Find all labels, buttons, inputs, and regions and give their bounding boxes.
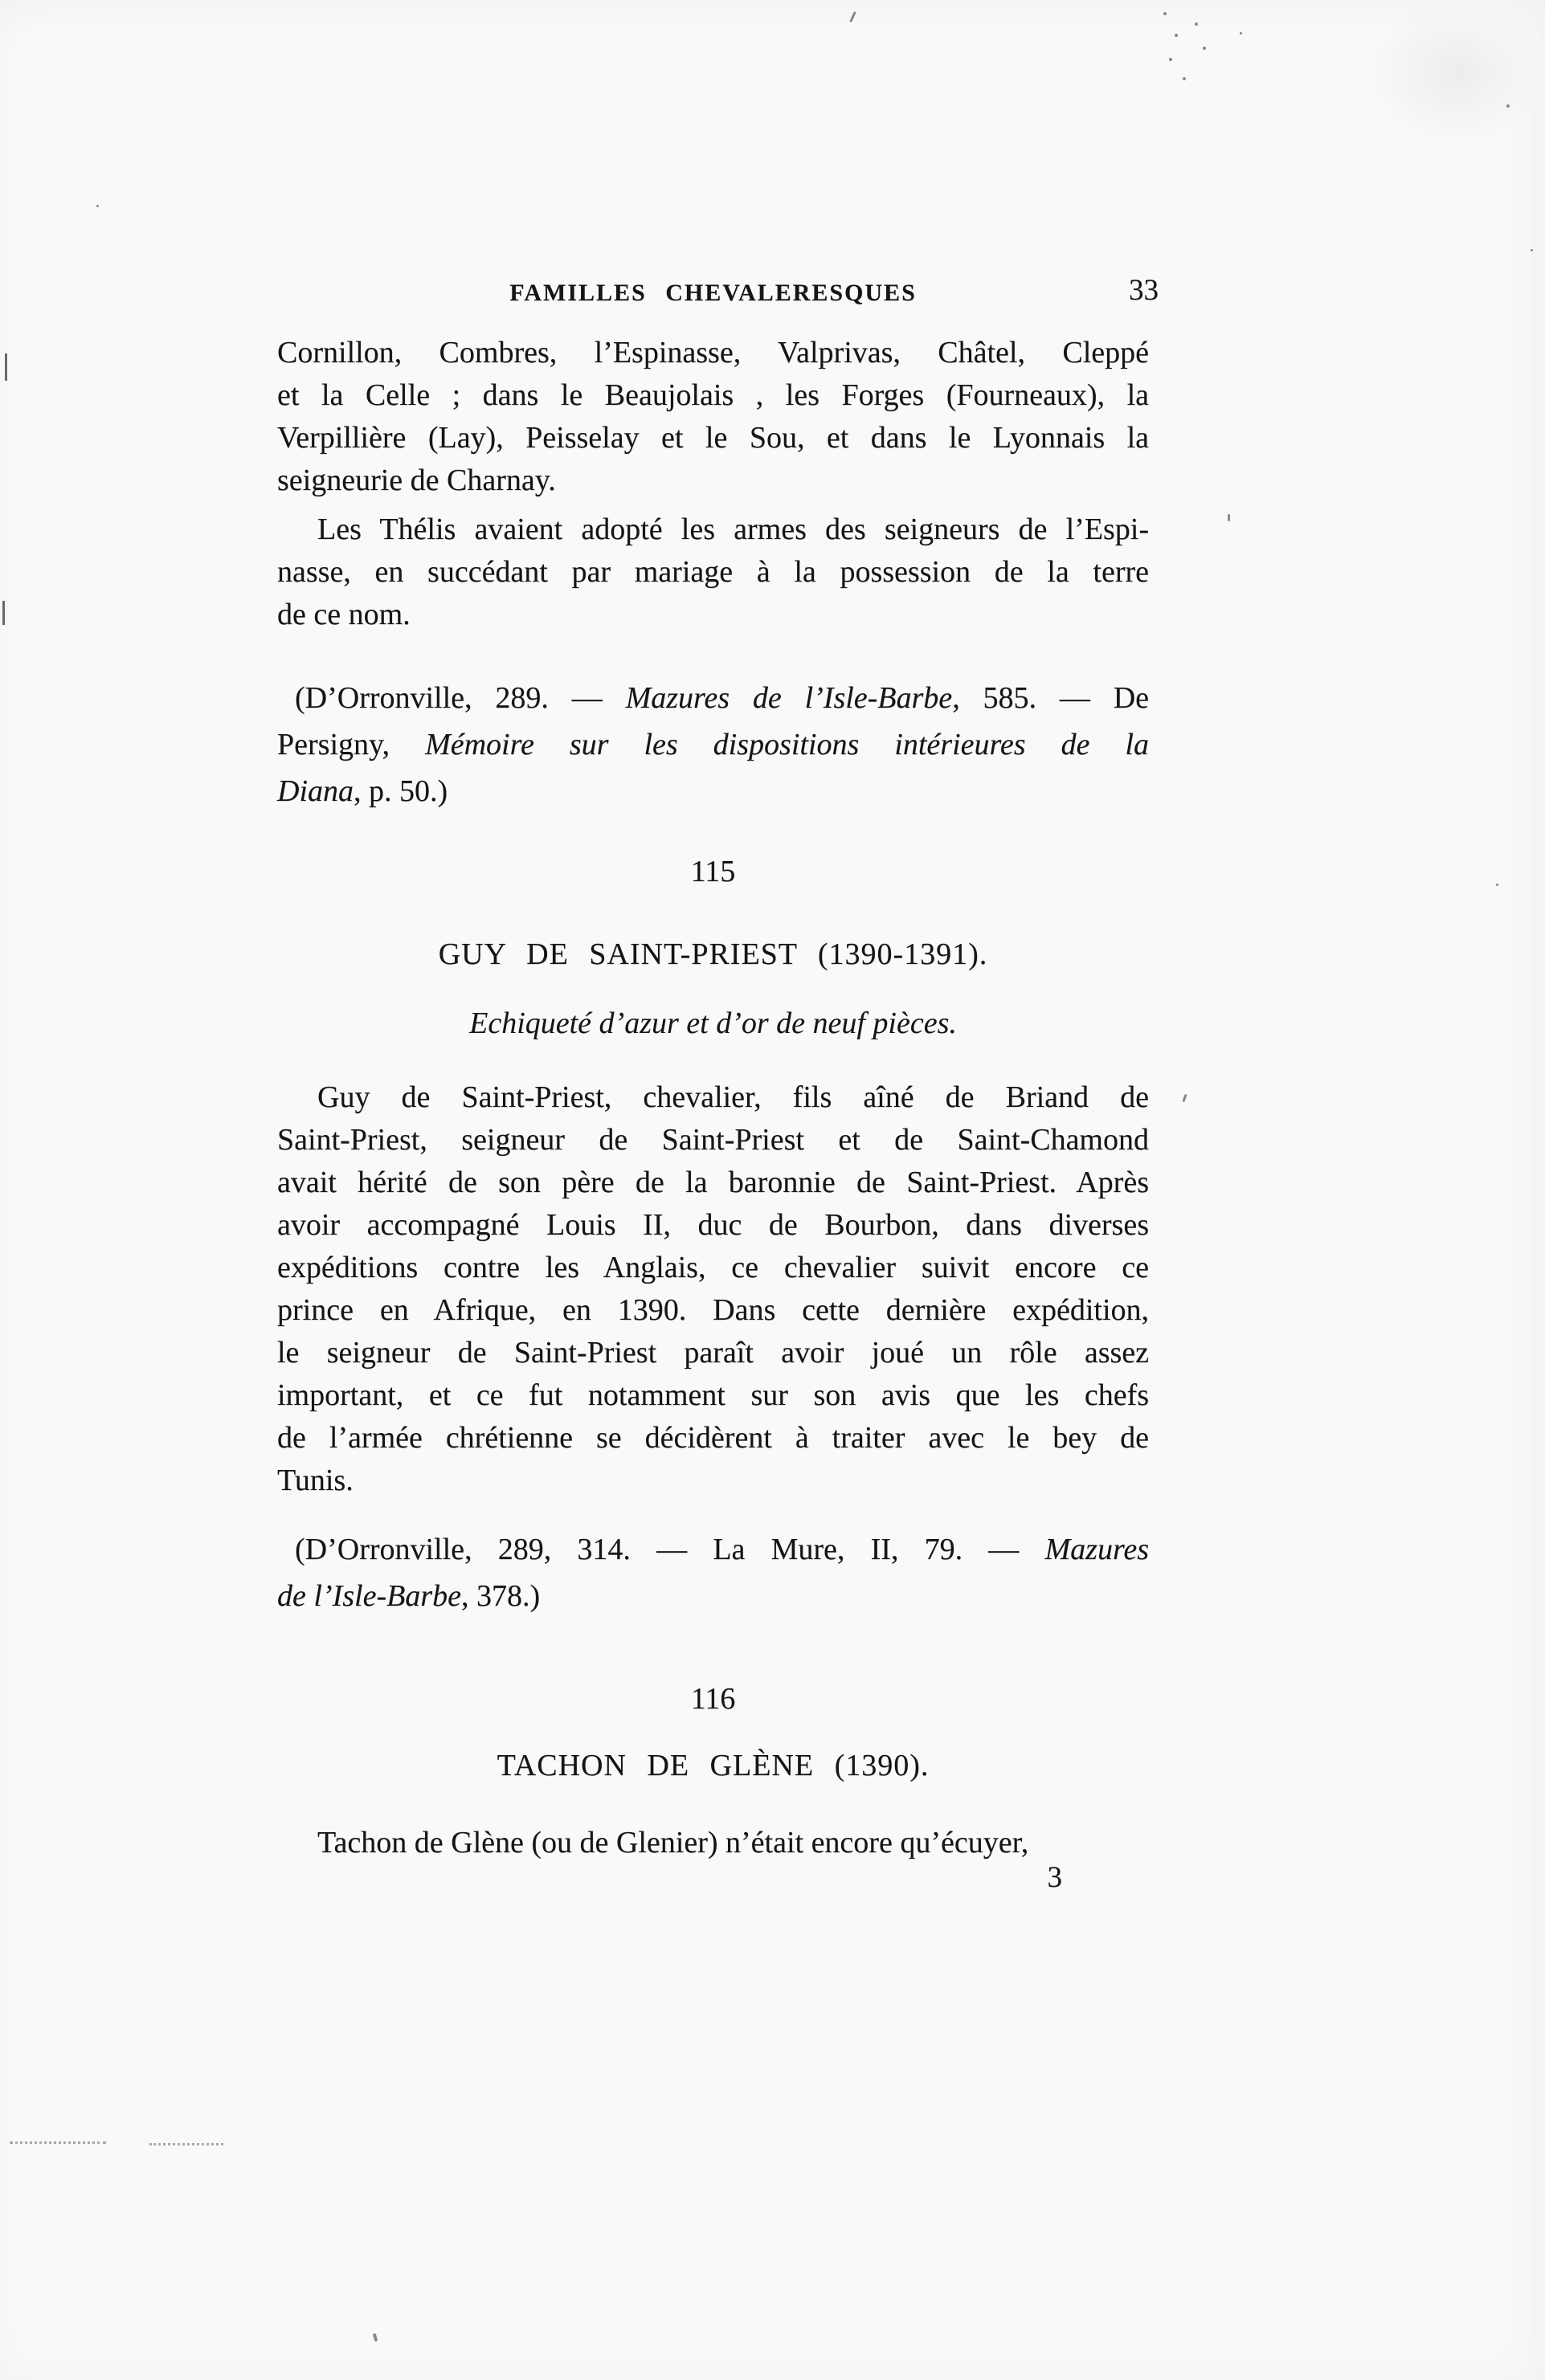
text-line: seigneurie de Charnay. bbox=[277, 463, 556, 497]
text-line: Guy de Saint-Priest, chevalier, fils aîné de Briand de bbox=[317, 1080, 1149, 1114]
text-line: (D’Orronville, 289. — Mazures de l’Isle-Barbe, 585. — De bbox=[295, 681, 1150, 715]
scan-speck bbox=[1203, 47, 1206, 50]
scan-speck bbox=[1163, 12, 1167, 15]
text-line: de ce nom. bbox=[277, 598, 411, 631]
scan-speck bbox=[1169, 58, 1172, 61]
scan-speck bbox=[1531, 249, 1533, 251]
scan-speck bbox=[1195, 22, 1198, 26]
text-line: Verpillière (Lay), Peisselay et le Sou, et dans le Lyonnais la bbox=[277, 421, 1149, 455]
text-line: Persigny, Mémoire sur les dispositions intérieures de la bbox=[277, 728, 1149, 761]
scan-speck bbox=[96, 205, 99, 207]
scan-speck bbox=[1182, 1094, 1187, 1102]
text-line: de l’armée chrétienne se décidèrent à traiter avec le bey de bbox=[277, 1421, 1149, 1455]
text-line: Cornillon, Combres, l’Espinasse, Valprivas, Châtel, Cleppé bbox=[277, 336, 1149, 369]
scan-speck bbox=[1175, 34, 1178, 37]
text-line: Saint-Priest, seigneur de Saint-Priest et de Saint-Chamond bbox=[277, 1123, 1149, 1157]
citation-block bbox=[277, 675, 1149, 814]
section-number: 116 bbox=[690, 1682, 736, 1716]
text-line: (D’Orronville, 289, 314. — La Mure, II, 79. — Mazures bbox=[295, 1533, 1149, 1566]
text-line: important, et ce fut notamment sur son avis que les chefs bbox=[277, 1378, 1149, 1412]
running-header: FAMILLES CHEVALERESQUES bbox=[509, 280, 917, 306]
text-line: Diana, p. 50.) bbox=[277, 774, 448, 808]
section-heading: GUY DE SAINT-PRIEST (1390-1391). bbox=[438, 937, 988, 971]
text-line: Les Thélis avaient adopté les armes des seigneurs de l’Espi- bbox=[317, 512, 1149, 546]
section-number: 115 bbox=[690, 855, 736, 888]
scan-dotted-line bbox=[10, 2141, 106, 2144]
scan-speck bbox=[1240, 32, 1242, 35]
text-line: le seigneur de Saint-Priest paraît avoir joué un rôle assez bbox=[277, 1336, 1149, 1370]
running-header-row bbox=[277, 274, 1159, 307]
text-line: Tunis. bbox=[277, 1464, 354, 1497]
signature-mark: 3 bbox=[1047, 1861, 1062, 1894]
text-line: avoir accompagné Louis II, duc de Bourbon, dans diverses bbox=[277, 1208, 1149, 1242]
paragraph-block bbox=[277, 1822, 1149, 1864]
margin-tick bbox=[5, 353, 7, 381]
citation-block bbox=[277, 1526, 1149, 1619]
text-line: prince en Afrique, en 1390. Dans cette dernière expédition, bbox=[277, 1293, 1149, 1327]
margin-tick bbox=[2, 601, 5, 625]
text-line: Tachon de Glène (ou de Glenier) n’était encore qu’écuyer, bbox=[317, 1826, 1029, 1860]
paragraph-block bbox=[277, 508, 1149, 636]
page-number: 33 bbox=[1129, 274, 1159, 307]
scan-dotted-line bbox=[149, 2143, 223, 2145]
scan-smudge bbox=[1368, 0, 1545, 145]
text-line: et la Celle ; dans le Beaujolais , les Forges (Fourneaux), la bbox=[277, 378, 1149, 412]
section-heading: TACHON DE GLÈNE (1390). bbox=[497, 1749, 930, 1782]
scan-speck bbox=[1183, 77, 1186, 80]
paragraph-block bbox=[277, 332, 1149, 502]
text-line: de l’Isle-Barbe, 378.) bbox=[277, 1579, 541, 1613]
text-column bbox=[277, 0, 1159, 2380]
paragraph-block bbox=[277, 1076, 1149, 1502]
scan-speck bbox=[1496, 884, 1498, 886]
text-line: expéditions contre les Anglais, ce chevalier suivit encore ce bbox=[277, 1251, 1149, 1284]
text-line: nasse, en succédant par mariage à la possession de la terre bbox=[277, 555, 1149, 589]
text-line: avait hérité de son père de la baronnie de Saint-Priest. Après bbox=[277, 1166, 1149, 1199]
blazon-line: Echiqueté d’azur et d’or de neuf pièces. bbox=[469, 1006, 957, 1040]
scan-speck bbox=[1228, 514, 1230, 521]
